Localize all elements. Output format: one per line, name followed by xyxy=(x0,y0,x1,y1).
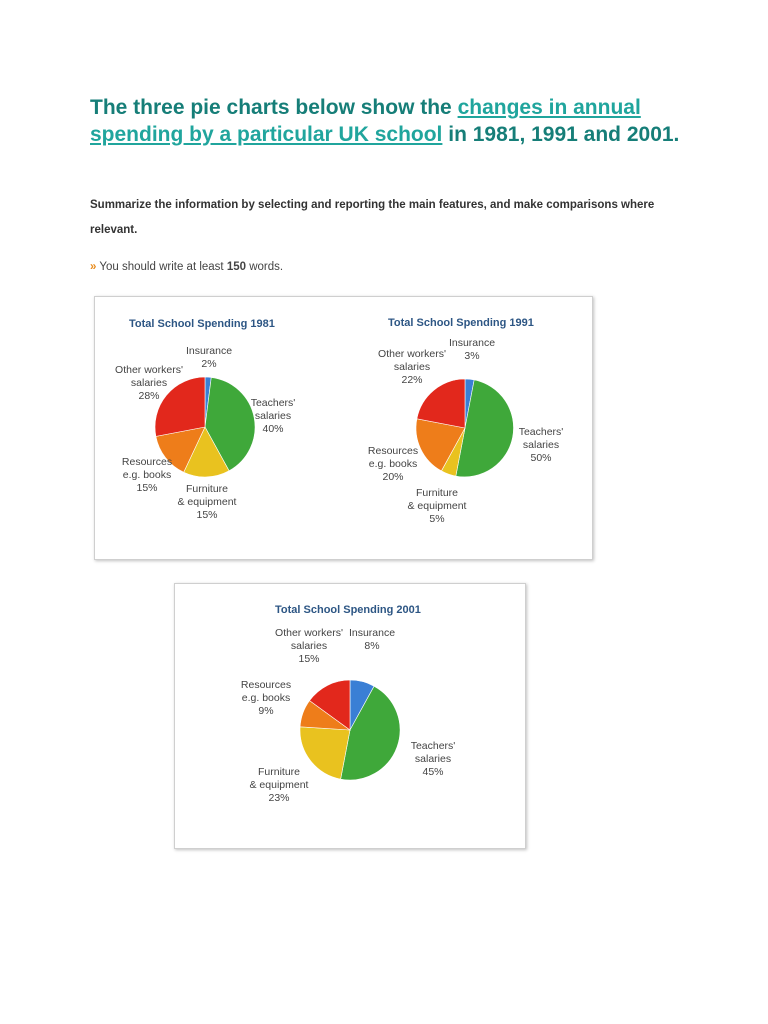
legend-label-other-workers xyxy=(275,627,343,665)
label-name: Other workers' xyxy=(275,627,343,639)
label-name: e.g. books xyxy=(368,458,418,470)
label-name: Furniture xyxy=(257,766,301,778)
chart-title: Total School Spending 1991 xyxy=(388,317,534,329)
label-name: salaries xyxy=(290,640,328,652)
word-count-note xyxy=(90,261,283,273)
label-name: Other workers' xyxy=(378,348,446,360)
label-value: 23% xyxy=(268,792,290,804)
pie-chart-2001 xyxy=(175,584,525,848)
label-value: 50% xyxy=(530,452,552,464)
label-name: Insurance xyxy=(448,337,496,349)
label-name: Resources xyxy=(240,679,292,691)
legend-label-resources xyxy=(241,679,291,717)
label-value: 20% xyxy=(382,471,404,483)
legend-label-insurance xyxy=(449,337,495,362)
task-instruction: Summarize the information by selecting and reporting the main features, and make comparisons where relevant. xyxy=(90,199,655,236)
label-name: Insurance xyxy=(348,627,396,639)
legend-label-resources xyxy=(122,456,172,494)
legend-label-teachers xyxy=(251,397,296,435)
legend-label-furniture xyxy=(408,487,467,525)
label-name: e.g. books xyxy=(241,692,291,704)
chart-1991 xyxy=(340,297,590,557)
heading-text-end: in 1981, 1991 and 2001. xyxy=(442,123,680,146)
chart-title: Total School Spending 1981 xyxy=(129,318,275,330)
note-text-start: You should write at least xyxy=(96,261,227,273)
word-count: 150 xyxy=(226,261,247,273)
double-chevron-icon: » xyxy=(90,261,97,273)
label-name: salaries xyxy=(522,439,560,451)
label-name: & equipment xyxy=(407,500,467,512)
legend-label-resources xyxy=(368,445,418,483)
label-name: salaries xyxy=(130,377,168,389)
label-name: salaries xyxy=(393,361,431,373)
label-name: e.g. books xyxy=(122,469,172,481)
label-value: 15% xyxy=(298,653,320,665)
task-heading xyxy=(90,94,680,148)
label-value: 2% xyxy=(201,358,217,370)
label-value: 9% xyxy=(258,705,274,717)
heading-link[interactable]: changes in annual spending by a particular UK school xyxy=(90,96,641,146)
legend-label-teachers xyxy=(411,740,456,778)
label-name: Resources xyxy=(121,456,173,468)
label-name: & equipment xyxy=(249,779,309,791)
legend-label-furniture xyxy=(178,483,237,521)
label-value: 15% xyxy=(196,509,218,521)
legend-label-furniture xyxy=(250,766,309,804)
legend-label-insurance xyxy=(186,345,232,370)
label-value: 5% xyxy=(429,513,445,525)
label-value: 45% xyxy=(422,766,444,778)
label-name: Insurance xyxy=(185,345,233,357)
legend-label-other-workers xyxy=(378,348,446,386)
chart-title: Total School Spending 2001 xyxy=(275,604,421,616)
heading-text-start: The three pie charts below show the xyxy=(90,96,458,119)
label-name: Resources xyxy=(367,445,419,457)
chart-panel-2001 xyxy=(174,583,526,849)
label-name: Furniture xyxy=(415,487,459,499)
label-value: 3% xyxy=(464,350,480,362)
label-name: & equipment xyxy=(177,496,237,508)
label-name: Furniture xyxy=(185,483,229,495)
label-name: salaries xyxy=(414,753,452,765)
legend-label-teachers xyxy=(519,426,564,464)
note-text-end: words. xyxy=(246,261,284,273)
label-value: 28% xyxy=(138,390,160,402)
label-name: Teachers' xyxy=(250,397,296,409)
label-value: 40% xyxy=(262,423,284,435)
legend-label-insurance xyxy=(349,627,395,652)
label-name: Teachers' xyxy=(518,426,564,438)
label-name: Teachers' xyxy=(410,740,456,752)
label-value: 22% xyxy=(401,374,423,386)
label-name: Other workers' xyxy=(115,364,183,376)
label-value: 8% xyxy=(364,640,380,652)
pie-chart-1991 xyxy=(340,297,590,557)
label-value: 15% xyxy=(136,482,158,494)
label-name: salaries xyxy=(254,410,292,422)
